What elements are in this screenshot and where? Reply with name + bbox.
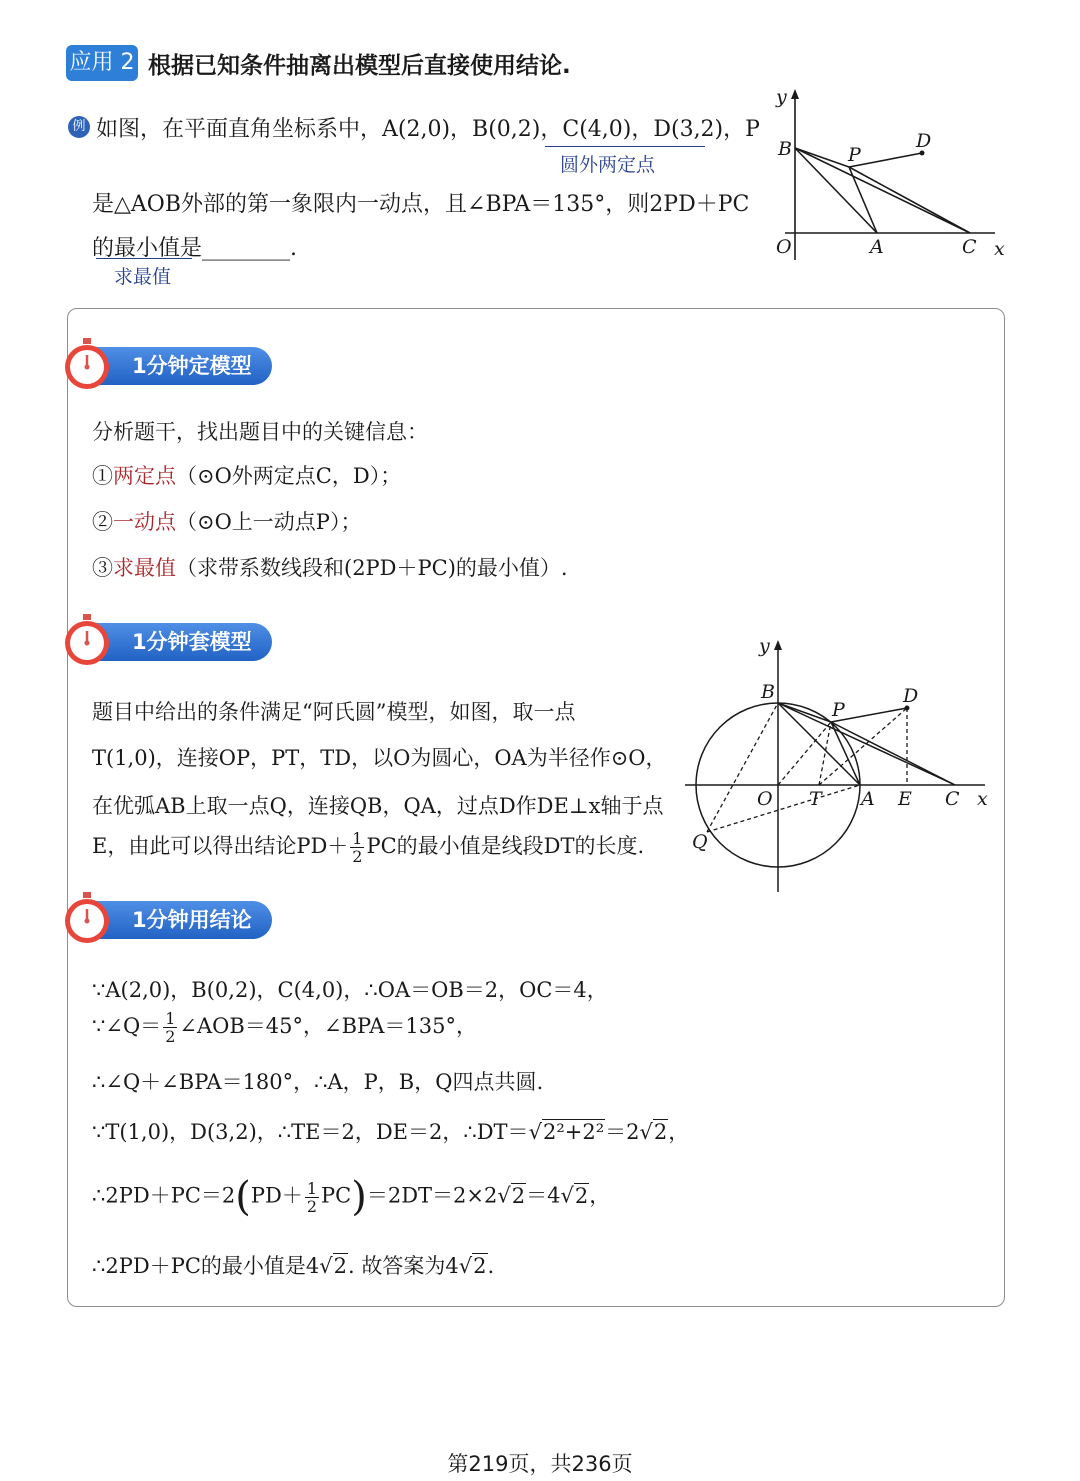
label-B: B	[778, 138, 792, 160]
label-O: O	[757, 788, 773, 810]
section-title-model: 1分钟定模型	[92, 347, 272, 385]
label-D: D	[916, 130, 932, 152]
label-D: D	[903, 685, 919, 707]
figure-2	[685, 630, 995, 895]
note-two-fixed-points: 圆外两定点	[560, 154, 656, 176]
segment-BA	[795, 148, 877, 233]
section-badge-use-conclusion	[62, 892, 272, 944]
section2-line-2: T(1,0)，连接OP，PT，TD，以O为圆心，OA为半径作⊙O，	[92, 746, 667, 770]
section-title-apply-model: 1分钟套模型	[92, 623, 272, 661]
section1-item-1: ①两定点（⊙O外两定点C，D）；	[92, 464, 402, 488]
figure-1	[760, 85, 1020, 270]
section1-intro: 分析题干，找出题目中的关键信息：	[92, 420, 428, 444]
label-B: B	[761, 681, 775, 703]
segment-QB	[707, 703, 778, 832]
solution-line-2: ∵∠Q＝ $\frac{1}{2}$ ∠AOB＝45°，∠BPA＝135°，	[92, 1009, 477, 1046]
solution-line-6: ∴2PD＋PC的最小值是4√2. 故答案为4√2.	[92, 1254, 495, 1278]
stopwatch-icon	[62, 338, 112, 390]
section-badge-model	[62, 338, 272, 390]
example-line-3: 的最小值是________.	[92, 236, 297, 261]
example-icon: 例	[68, 116, 90, 138]
label-P: P	[848, 144, 861, 166]
solution-line-1: ∵A(2,0)，B(0,2)，C(4,0)，∴OA＝OB＝2，OC＝4，	[92, 978, 608, 1002]
example-line-1: 如图，在平面直角坐标系中，A(2,0)，B(0,2)，C(4,0)，D(3,2)，P	[96, 117, 760, 142]
label-C: C	[945, 788, 960, 810]
page-number: 第219页，共236页	[447, 1452, 633, 1476]
segment-QA	[707, 785, 860, 832]
section1-item-3: ③求最值（求带系数线段和(2PD＋PC)的最小值）.	[92, 556, 568, 580]
label-x: x	[994, 238, 1005, 260]
label-P: P	[832, 699, 845, 721]
label-y: y	[776, 86, 787, 108]
label-x: x	[977, 788, 988, 810]
example-line-2: 是△AOB外部的第一象限内一动点，且∠BPA＝135°，则2PD＋PC	[92, 192, 750, 217]
application-title: 根据已知条件抽离出模型后直接使用结论.	[148, 53, 571, 79]
note-underline	[545, 146, 705, 147]
label-C: C	[962, 236, 977, 258]
label-y: y	[759, 635, 770, 657]
label-A: A	[861, 788, 875, 810]
section2-line-1: 题目中给出的条件满足“阿氏圆”模型，如图，取一点	[92, 700, 576, 724]
section2-line-4: E，由此可以得出结论PD＋ $\frac{1}{2}$ PC的最小值是线段DT的长度.	[92, 829, 645, 866]
stopwatch-icon	[62, 614, 112, 666]
label-Q: Q	[692, 831, 708, 853]
segment-OP	[778, 722, 831, 785]
label-E: E	[898, 788, 912, 810]
solution-line-5: ∴2PD＋PC＝2(PD＋ $\frac{1}{2}$ PC)＝2DT＝2×2√2＝4√2，	[92, 1174, 611, 1220]
y-arrow	[774, 640, 782, 650]
solution-line-4: ∵T(1,0)，D(3,2)，∴TE＝2，DE＝2，∴DT＝√2²+2²＝2√2，	[92, 1120, 690, 1144]
segment-PA	[831, 722, 860, 785]
solution-line-3: ∴∠Q＋∠BPA＝180°，∴A，P，B，Q四点共圆.	[92, 1070, 544, 1094]
segment-BA	[778, 703, 860, 785]
label-T: T	[809, 788, 822, 810]
y-arrow	[791, 89, 799, 99]
note-find-minimum: 求最值	[114, 266, 172, 288]
note-min-underline	[96, 258, 192, 259]
segment-BP	[778, 703, 831, 722]
section1-item-2: ②一动点（⊙O上一动点P）；	[92, 510, 362, 534]
section-title-use-conclusion: 1分钟用结论	[92, 901, 272, 939]
application-badge: 应用 2	[66, 45, 138, 81]
label-O: O	[776, 236, 792, 258]
section-badge-apply-model	[62, 614, 272, 666]
section2-line-3: 在优弧AB上取一点Q，连接QB，QA，过点D作DE⊥x轴于点	[92, 794, 664, 818]
label-A: A	[870, 236, 884, 258]
stopwatch-icon	[62, 892, 112, 944]
